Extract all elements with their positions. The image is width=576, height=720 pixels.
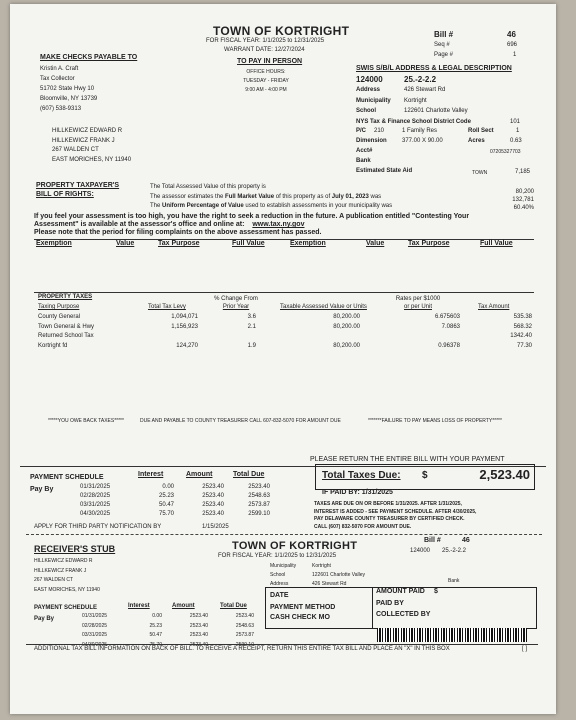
roll-section: 1 — [516, 128, 520, 134]
warrant-date: WARRANT DATE: 12/27/2024 — [224, 47, 305, 53]
tax-amount-header: Tax Amount — [478, 304, 510, 310]
total-due-header: Total Due — [233, 471, 265, 478]
tax-purpose-header: Tax Purpose — [158, 240, 200, 247]
account-label: Acct# — [356, 148, 373, 154]
page-label: Page # — [434, 52, 454, 58]
dimension-label: Dimension — [356, 138, 387, 144]
taxing-purpose-header: Taxing Purpose — [38, 304, 80, 310]
payable-heading: MAKE CHECKS PAYABLE TO — [40, 54, 138, 61]
tax-website-link[interactable]: www.tax.ny.gov — [252, 221, 305, 228]
table-row: County General 1,094,071 3.6 80,200.00 6.675603 535.38 — [38, 314, 532, 320]
pay-by-label: Pay By — [30, 486, 54, 493]
tax-bill-page — [10, 4, 556, 714]
pct-change-header: % Change From Prior Year — [214, 296, 258, 310]
table-row: 04/30/2025 75.70 2523.40 2599.10 — [80, 511, 270, 517]
pc-label: P/C — [356, 128, 367, 134]
stub-sbl: 25.-2-2.2 — [442, 548, 467, 554]
due-payable-notice: DUE AND PAYABLE TO COUNTY TREASURER CALL 607-832-5070 FOR AMOUNT DUE — [140, 418, 341, 424]
stub-school-label: School — [270, 572, 286, 578]
bill-number: 46 — [507, 30, 516, 39]
acres: 0.63 — [510, 138, 522, 144]
roll-section-label: Roll Sect — [468, 128, 494, 134]
value-header-2: Value — [366, 240, 385, 247]
stub-amount-currency: $ — [434, 588, 438, 595]
stub-schedule-heading: PAYMENT SCHEDULE — [34, 605, 98, 611]
district-code: 101 — [510, 119, 521, 125]
stub-date-label: DATE — [270, 592, 289, 599]
school-label: School — [356, 108, 377, 114]
property-heading: SWIS S/B/L ADDRESS & LEGAL DESCRIPTION — [356, 65, 512, 72]
office-hours-line: OFFICE HOURS: — [246, 69, 286, 75]
office-hours — [232, 68, 300, 95]
municipality: Kortright — [404, 98, 427, 104]
table-row: 03/31/2025 50.47 2523.40 2573.87 — [82, 632, 254, 638]
due-notes: TAXES ARE DUE ON OR BEFORE 1/31/2025. AFTER 1/31/2025, INTEREST IS ADDED - SEE PAYMENT SCHEDULE. AFTER 4/30/2025, PAY DELAWARE COUNTY TREASURER BY CERTIFIED CHECK. CALL (607) 832-5070 FOR AMOUNT DUE. — [314, 501, 477, 530]
owner-block — [52, 127, 131, 165]
account-number: 07205327703 — [490, 149, 521, 155]
rights-heading-2: BILL OF RIGHTS: — [36, 191, 94, 198]
third-party-notification: APPLY FOR THIRD PARTY NOTIFICATION BY — [34, 524, 162, 530]
office-hours-line: 9:00 AM - 4:00 PM — [245, 87, 287, 93]
filing-notice: Please note that the period for filing complaints on the above assessment has passed. — [34, 229, 322, 236]
property-taxes-heading: PROPERTY TAXES — [38, 294, 93, 300]
full-value-header-2: Full Value — [480, 240, 513, 247]
stub-collected-by-label: COLLECTED BY — [376, 611, 431, 618]
payable-address — [40, 64, 97, 114]
exemption-header: Exemption — [36, 240, 72, 247]
stub-paid-by-label: PAID BY — [376, 600, 404, 607]
stub-amount-paid-label: AMOUNT PAID — [376, 588, 425, 595]
stub-address-label: Address — [270, 581, 289, 587]
payable-line: Bloomville, NY 13739 — [40, 96, 98, 102]
stub-swis: 124000 — [410, 548, 431, 554]
stub-interest-header: Interest — [128, 603, 150, 609]
full-market-value: 132,781 — [512, 197, 534, 203]
municipality-label: Municipality — [356, 98, 391, 104]
stub-amount-header: Amount — [172, 603, 195, 609]
stub-footer-text: ADDITIONAL TAX BILL INFORMATION ON BACK OF BILL. TO RECEIVE A RECEIPT, RETURN THIS ENTIRE TAX BILL AND PLACE AN "X" IN THIS BOX — [34, 646, 450, 652]
payable-line: Kristin A. Craft — [40, 66, 79, 72]
receipt-checkbox[interactable]: [ ] — [522, 646, 528, 652]
taxable-value-header: Taxable Assessed Value or Units — [280, 304, 367, 310]
receivers-stub-heading: RECEIVER'S STUB — [34, 544, 116, 554]
stub-school: 122601 Charlotte Valley — [312, 572, 365, 578]
owner-line: HILLKEWICZ EDWARD R — [52, 128, 123, 134]
currency-symbol: $ — [422, 470, 428, 481]
pc-description: 1 Family Res — [402, 128, 438, 134]
school: 122601 Charlotte Valley — [404, 108, 468, 114]
stub-title: TOWN OF KORTRIGHT — [232, 540, 358, 552]
stub-fiscal-year: FOR FISCAL YEAR: 1/1/2025 to 12/31/2025 — [218, 553, 337, 559]
market-value-text: The assessor estimates the Full Market Value of this property as of July 01, 2023 was — [150, 194, 382, 200]
stub-muni: Kortright — [312, 563, 331, 569]
seq-number: 696 — [507, 42, 518, 48]
uniform-percentage-text: The Uniform Percentage of Value used to establish assessments in your municipality was — [150, 203, 393, 209]
stub-method-options[interactable]: CASH CHECK MO — [270, 614, 330, 621]
swis-code: 124000 — [356, 75, 383, 84]
dimension: 377.00 X 90.00 — [402, 138, 443, 144]
failure-to-pay-notice: *******FAILURE TO PAY MEANS LOSS OF PROPERTY***** — [368, 418, 502, 424]
schedule-rows — [80, 483, 270, 519]
total-tax-levy-header: Total Tax Levy — [148, 304, 186, 310]
stub-bill-label: Bill # — [424, 537, 441, 544]
table-row: 03/31/2025 50.47 2523.40 2573.87 — [80, 502, 270, 508]
district-code-label: NYS Tax & Finance School District Code — [356, 119, 471, 125]
uniform-percentage: 60.40% — [513, 205, 534, 211]
barcode-image — [377, 628, 527, 642]
state-aid-label: Estimated State Aid — [356, 168, 413, 174]
back-taxes-notice: *****YOU OWE BACK TAXES***** — [48, 418, 124, 424]
bill-number-label: Bill # — [434, 30, 454, 39]
payable-line: (607) 538-9313 — [40, 106, 82, 112]
stub-address: 426 Stewart Rd — [312, 581, 347, 587]
payable-line: Tax Collector — [40, 76, 75, 82]
office-hours-line: TUESDAY - FRIDAY — [243, 78, 289, 84]
if-paid-by: IF PAID BY: 1/31/2025 — [322, 489, 393, 496]
state-aid-amount: 7,185 — [515, 169, 531, 175]
stub-total-due-header: Total Due — [220, 603, 247, 609]
table-row: 01/31/2025 0.00 2523.40 2523.40 — [80, 484, 270, 490]
owner-line: 267 WALDEN CT — [52, 147, 99, 153]
taxes-rows — [38, 313, 532, 351]
assessed-value-text: The Total Assessed Value of this property is — [150, 184, 266, 190]
bill-title: TOWN OF KORTRIGHT — [213, 24, 350, 38]
value-header: Value — [116, 240, 135, 247]
stub-pay-by-label: Pay By — [34, 616, 55, 622]
stub-owner-block: HILLKEWICZ EDWARD R HILLKEWICZ FRANK J 267 WALDEN CT EAST MORICHES, NY 11940 — [34, 558, 100, 593]
table-row: Town General & Hwy 1,156,923 2.1 80,200.00 7.0863 568.32 — [38, 323, 532, 330]
rates-header: Rates per $1000 or per Unit — [395, 296, 441, 310]
table-row: Returned School Tax 1342.40 — [38, 333, 532, 339]
full-value-header: Full Value — [232, 240, 265, 247]
interest-header: Interest — [138, 471, 164, 478]
fiscal-year: FOR FISCAL YEAR: 1/1/2025 to 12/31/2025 — [206, 38, 325, 44]
table-row: 02/28/2025 25.23 2523.40 2548.63 — [82, 622, 254, 629]
assessed-value: 80,200 — [515, 189, 534, 195]
in-person-heading: TO PAY IN PERSON — [237, 58, 303, 65]
tax-purpose-header-2: Tax Purpose — [408, 240, 450, 247]
address-label: Address — [356, 87, 381, 93]
table-row: 02/28/2025 25.23 2523.40 2548.63 — [80, 493, 270, 499]
rights-heading: PROPERTY TAXPAYER'S — [36, 182, 120, 189]
contest-paragraph-2: Assessment" is available at the assessor's office and online at: www.tax.ny.gov — [34, 221, 305, 228]
acres-label: Acres — [468, 138, 485, 144]
property-address: 426 Stewart Rd — [404, 87, 446, 93]
payment-schedule-heading: PAYMENT SCHEDULE — [30, 474, 104, 481]
table-row: 01/31/2025 0.00 2523.40 2523.40 — [82, 613, 254, 619]
page-number: 1 — [513, 52, 517, 58]
table-row: Kortright fd 124,270 1.9 80,200.00 0.96378 77.30 — [38, 342, 532, 349]
sbl-number: 25.-2-2.2 — [404, 75, 437, 84]
state-aid-town: TOWN — [472, 170, 488, 176]
stub-bill-number: 46 — [462, 537, 470, 544]
pc-code: 210 — [374, 128, 385, 134]
return-bill-notice: PLEASE RETURN THE ENTIRE BILL WITH YOUR PAYMENT — [310, 456, 505, 463]
owner-line: HILLKEWICZ FRANK J — [52, 137, 115, 144]
seq-label: Seq # — [434, 42, 450, 48]
stub-method-label: PAYMENT METHOD — [270, 604, 336, 611]
cut-line — [26, 534, 542, 535]
bank-label: Bank — [356, 158, 371, 164]
stub-muni-label: Municipality — [270, 563, 297, 569]
payable-line: 51702 State Hwy 10 — [40, 86, 95, 92]
total-taxes-due-label: Total Taxes Due: — [322, 470, 401, 481]
total-taxes-due-amount: 2,523.40 — [479, 467, 530, 482]
amount-header: Amount — [186, 471, 213, 478]
exemption-header-2: Exemption — [290, 240, 326, 247]
contest-paragraph: If you feel your assessment is too high, you have the right to seek a reduction in the future. A publication entitled "Contesting Your — [34, 213, 470, 220]
owner-line: EAST MORICHES, NY 11940 — [52, 156, 132, 163]
third-party-date: 1/15/2025 — [202, 524, 229, 530]
stub-bank-label: Bank — [448, 578, 460, 584]
